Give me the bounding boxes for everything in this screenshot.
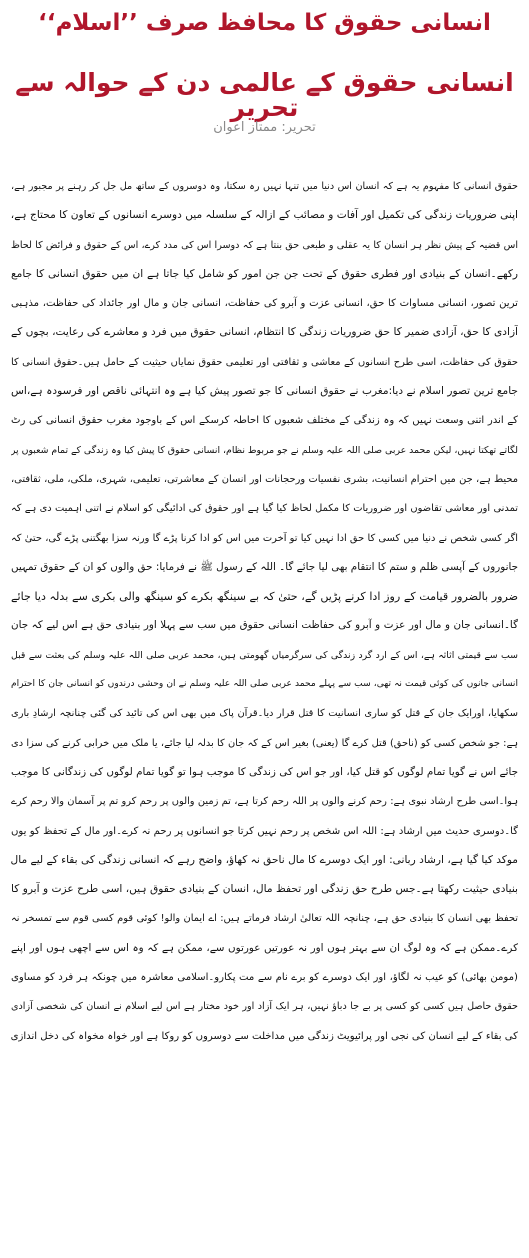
- article-body-line: بنیادی حیثیت رکھتا ہے۔جس طرح حق زندگی اور تحفظ مال، انسان کے بنیادی حقوق ہیں، اسی طرح عزت و آبرو کا: [11, 883, 518, 896]
- article-body-line: تحفظ بھی انسان کا بنیادی حق ہے، چنانچہ اللہ تعالیٰ ارشاد فرماتے ہیں: اے ایمان والو! کوئی قوم کسی قوم سے تمسخر نہ: [11, 913, 518, 925]
- article-body-line: گا۔دوسری حدیث میں ارشاد ہے: اللہ اس شخص پر رحم نہیں کرتا جو انسانوں پر رحم نہ کرے۔اور مال کے تحفظ کو یوں: [11, 825, 518, 837]
- article-body-line: کی بقاء کے لیے انسان کی نجی اور پرائیویٹ زندگی میں مداخلت سے دوسروں کو روکا ہے اور خواہ مخواہ کی دخل اندازی: [11, 1030, 518, 1042]
- article-body-line: کے اندر اتنی وسعت نہیں کہ وہ زندگی کے مختلف شعبوں کا احاطہ کرسکے اس کے باوجود مغرب حقوق انسانی کی رٹ: [11, 415, 518, 427]
- article-title-line-2: انسانی حقوق کے عالمی دن کے حوالہ سے تحریر: [15, 68, 514, 122]
- article-body-line: کرے۔ممکن ہے کہ وہ لوگ ان سے بہتر ہوں اور نہ عورتیں عورتوں سے، ممکن ہے کہ وہ اس سے اچھی ہوں اور اپنے: [11, 941, 518, 954]
- article-body-line: آزادی کا حق، آزادی ضمیر کا حق ضروریات زندگی کا انتظام، انسانی حقوق میں فرد و معاشرے کی رعایت، بچوں کے: [11, 326, 518, 339]
- article-body-line: موکد کیا گیا ہے، ارشاد ربانی: اور ایک دوسرے کا مال ناحق نہ کھاؤ، واضح رہے کہ انسانی زندگی کی بقاء کے لیے مال: [11, 853, 518, 866]
- article-body-line: حقوق کی حفاظت، اسی طرح انسانوں کے معاشی و ثقافتی اور تعلیمی حقوق نمایاں حیثیت کے حامل ہیں۔حقوق انسانی کا: [11, 356, 518, 368]
- article-body-line: تمدنی اور معاشی تقاضوں اور ضروریات کا مکمل لحاظ کیا گیا ہے اور حقوق کی ادائیگی کو اسلام نے اتنی اہمیت دی ہے کہ: [11, 503, 518, 515]
- article-body-line: اس قضیہ کے پیش نظر ہر انسان کا یہ عقلی و طبعی حق بنتا ہے کہ دوسرا اس کی مدد کرے، اس کے حقوق و فرائض کا لحاظ: [11, 239, 518, 251]
- article-body-line: محیط ہے، جن میں احترام انسانیت، بشری نفسیات ورحجانات اور انسان کے معاشرتی، تعلیمی، شہری، ملکی، ملی، ثقافتی،: [11, 473, 518, 485]
- article-body-line: سب سے قیمتی اثاثہ ہے، اس کے ارد گرد زندگی کی سرگرمیاں گھومتی ہیں، محمد عربی صلی اللہ علیہ وسلم کی بعثت سے قبل: [11, 649, 518, 661]
- article-body-line: سکھایا، اورایک جان کے قتل کو ساری انسانیت کا قتل قرار دیا۔قرآن پاک میں بھی اس کی تائید کی گئی چنانچہ ارشادِ باری: [11, 708, 518, 720]
- article-body-line: گا۔انسانی جان و مال اور عزت و آبرو کی حفاظت انسانی حقوق میں سب سے پہلا اور بنیادی حق ہے اس لیے کہ جان: [11, 619, 518, 632]
- article-body-line: رکھے۔انسان کے بنیادی اور فطری حقوق کے تحت جن جن امور کو شامل کیا جاتا ہے ان میں حقوق انسانی کا جامع: [11, 267, 518, 280]
- article-body-line: جامع ترین تصور اسلام نے دیا:مغرب نے حقوق انسانی کا جو تصور پیش کیا ہے وہ انتہائی ناقص اور فرسودہ ہے،اس: [11, 385, 518, 398]
- article-body-line: لگاتے تھکتا نہیں، لیکن محمد عربی صلی اللہ علیہ وسلم نے جو مربوط نظام، انسانی حقوق کا پیش کیا وہ زندگی کے تمام شعبوں پر: [11, 444, 518, 456]
- article-body-line: حقوق انسانی کا مفہوم یہ ہے کہ انسان اس دنیا میں تنہا نہیں رہ سکتا، وہ دوسروں کے ساتھ مل جل کر رہنے پر مجبور ہے،: [11, 181, 518, 192]
- article-body-line: ہوا۔اسی طرح ارشاد نبوی ہے: رحم کرنے والوں پر اللہ رحم کرتا ہے، تم زمین والوں پر رحم کرو تم پر آسمان والا رحم کرے: [11, 796, 518, 808]
- article-body-line: ضرور بالضرور قیامت کے روز ادا کرنے پڑیں گے، حتیٰ کہ بے سینگھ بکرے کو سینگھ والی بکری سے بدلہ دیا جائے: [11, 590, 518, 604]
- article-body-line: ہے: جو شخص کسی کو (ناحق) قتل کرے گا (یعنی) بغیر اس کے کہ جان کا بدلہ لیا جائے، یا ملک میں خرابی کرنے کی سزا دی: [11, 737, 518, 749]
- article-body: [11, 172, 518, 1051]
- article-body-line: اپنی ضروریات زندگی کی تکمیل اور آفات و مصائب کے ازالہ کے سلسلہ میں دوسرے انسانوں کے تعاون کا محتاج ہے،: [11, 209, 518, 222]
- article-body-line: انسانی جانوں کی کوئی قیمت نہ تھی، سب سے پہلے محمد عربی صلی اللہ علیہ وسلم نے ان وحشی درندوں کو انسانی جان کا احترام: [11, 679, 518, 690]
- article-body-line: حقوق حاصل ہیں کسی کو کسی پر بے جا دباؤ نہیں، ہر ایک آزاد اور خود مختار ہے اس لیے اسلام نے انسان کی شخصی آزادی: [11, 1001, 518, 1013]
- article-body-line: ترین تصور، انسانی مساوات کا حق، انسانی عزت و آبرو کی حفاظت، انسانی جان و مال اور جائداد کی حفاظت، مذہبی: [11, 298, 518, 310]
- article-body-line: اگر کسی شخص نے دنیا میں کسی کا حق ادا نہیں کیا تو آخرت میں اس کو ادا کرنا پڑے گا ورنہ سزا بھگتنی پڑے گی، حتیٰ کہ: [11, 532, 518, 544]
- article-body-line: جانوروں کے آپسی ظلم و ستم کا انتقام بھی لیا جائے گا۔ اللہ کے رسول ﷺ نے فرمایا: حق والوں کو ان کے حقوق تمہیں: [11, 560, 518, 573]
- author-byline: تحریر: ممتاز اعوان: [213, 120, 316, 135]
- article-body-line: (مومن بھائی) کو عیب نہ لگاؤ، اور ایک دوسرے کو برے نام سے مت پکارو۔اسلامی معاشرہ میں چونکہ ہر فرد کو مساوی: [11, 972, 518, 984]
- article-body-line: جائے اس نے گویا تمام لوگوں کو قتل کیا، اور جو اس کی زندگی کا موجب ہوا تو گویا تمام لوگوں کی زندگانی کا موجب: [11, 765, 518, 778]
- article-title-line-1: انسانی حقوق کا محافظ صرف ’’اسلام‘‘: [38, 10, 491, 36]
